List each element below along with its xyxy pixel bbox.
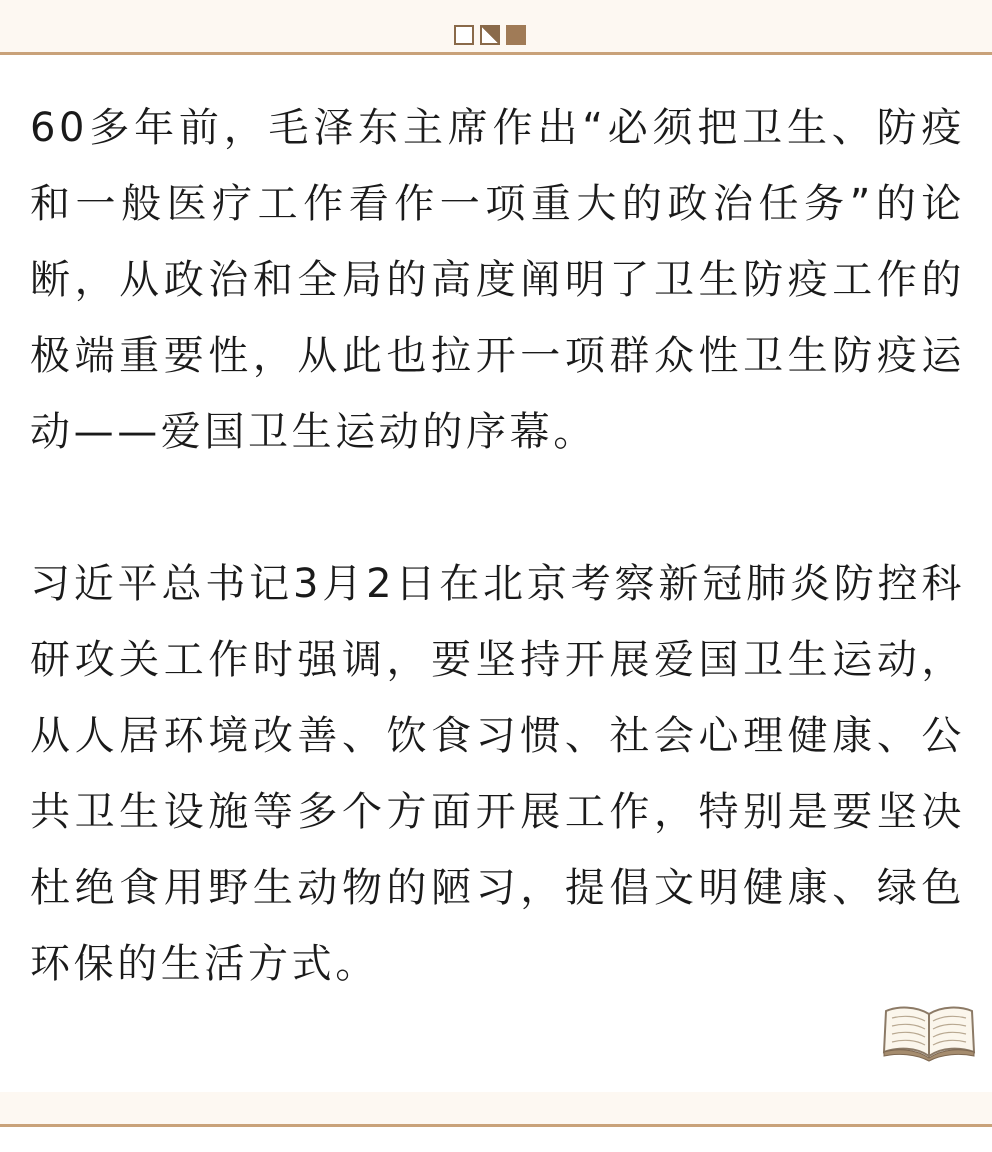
hollow-square-icon [454, 25, 474, 45]
article-body [30, 90, 965, 1002]
paragraph-1: 60多年前，毛泽东主席作出“必须把卫生、防疫和一般医疗工作看作一项重大的政治任务”的论断，从政治和全局的高度阐明了卫生防疫工作的极端重要性，从此也拉开一项群众性卫生防疫运动——爱国卫生运动的序幕。 [30, 105, 965, 455]
header-divider [0, 52, 992, 55]
open-book-icon [880, 1004, 978, 1062]
solid-square-icon [506, 25, 526, 45]
paragraph-2: 习近平总书记3月2日在北京考察新冠肺炎防控科研攻关工作时强调，要坚持开展爱国卫生运动，从人居环境改善、饮食习惯、社会心理健康、公共卫生设施等多个方面开展工作，特别是要坚决杜绝食用野生动物的陋习，提倡文明健康、绿色环保的生活方式。 [30, 561, 965, 987]
half-filled-square-icon [480, 25, 500, 45]
footer-band [0, 1092, 992, 1124]
three-squares-ornament-icon [454, 24, 526, 46]
footer-divider [0, 1124, 992, 1127]
